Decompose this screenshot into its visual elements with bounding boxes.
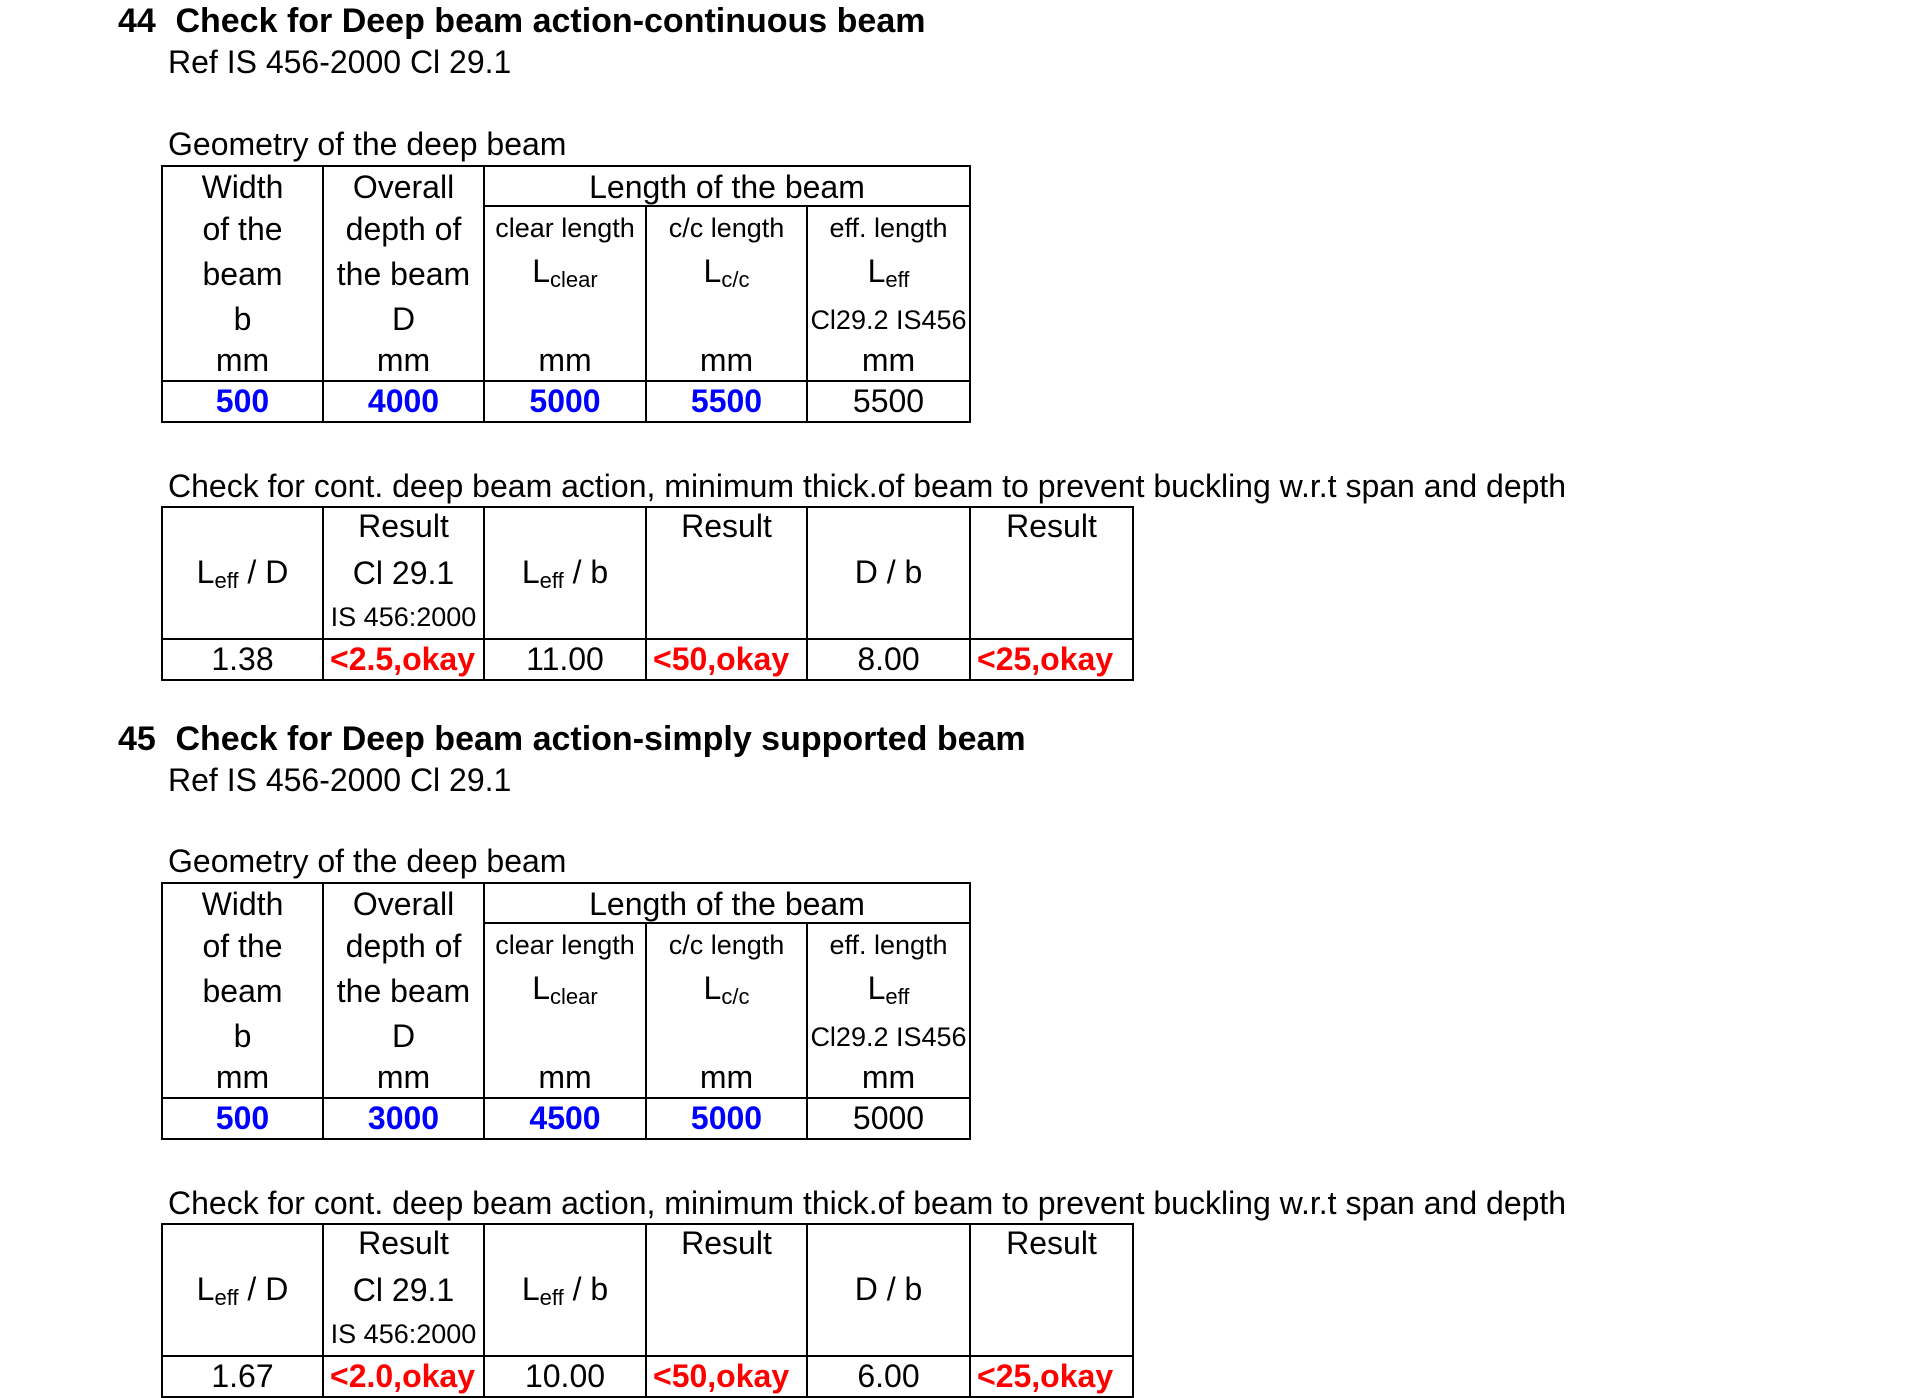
leff-d-value: 1.67 (211, 1358, 274, 1394)
cc-length-label: c/c length (668, 930, 785, 960)
depth-value: 3000 (367, 1100, 440, 1136)
clear-length-value: 5000 (529, 383, 601, 419)
section-45-title (118, 720, 1026, 759)
result3-value: <25,okay (977, 1358, 1114, 1394)
depth-header-line3: the beam (336, 256, 471, 292)
check-caption: Check for cont. deep beam action, minimum thick.of beam to prevent buckling w.r.t span and depth (168, 468, 1567, 504)
cc-length-unit: mm (699, 1059, 754, 1095)
cc-length-value: 5500 (690, 383, 763, 419)
cc-length-value: 5000 (690, 1100, 763, 1136)
depth-header-line3: the beam (336, 973, 471, 1009)
d-b-value: 8.00 (857, 641, 920, 677)
width-symbol: b (233, 301, 252, 337)
eff-length-value: 5500 (852, 383, 925, 419)
result1-header: Result (358, 508, 449, 544)
cc-length-symbol: $L_{c/c}$ (703, 970, 750, 1009)
result1-code: IS 456:2000 (330, 1319, 477, 1349)
section-title-text: Check for Deep beam action-simply supported beam (175, 720, 1026, 758)
depth-value: 4000 (367, 383, 440, 419)
depth-unit: mm (376, 1059, 431, 1095)
leff-d-header: $L_{eff}$ / D (196, 1271, 289, 1310)
width-unit: mm (215, 1059, 270, 1095)
d-b-value: 6.00 (857, 1358, 920, 1394)
clear-length-symbol: $L_{clear}$ (532, 253, 598, 292)
eff-length-symbol: $L_{eff}$ (867, 253, 910, 292)
eff-length-unit: mm (861, 342, 916, 378)
depth-symbol: D (391, 1018, 416, 1054)
eff-length-clause: Cl29.2 IS456 (810, 305, 967, 335)
result1-value: <2.5,okay (330, 641, 475, 677)
length-header: Length of the beam (589, 886, 865, 922)
geometry-table (161, 165, 971, 423)
check-caption: Check for cont. deep beam action, minimum thick.of beam to prevent buckling w.r.t span and depth (168, 1185, 1567, 1221)
section-number: 44 (118, 2, 156, 40)
depth-header-line2: depth of (345, 928, 462, 964)
result2-value: <50,okay (653, 641, 790, 677)
result3-header: Result (1006, 508, 1097, 544)
eff-length-value: 5000 (852, 1100, 925, 1136)
result1-code: IS 456:2000 (330, 602, 477, 632)
result3-value: <25,okay (977, 641, 1114, 677)
depth-header-line1: Overall (352, 169, 455, 205)
eff-length-label: eff. length (829, 213, 948, 243)
clear-length-label: clear length (495, 213, 635, 243)
width-value: 500 (215, 383, 270, 419)
length-header: Length of the beam (589, 169, 865, 205)
width-header-line2: of the (202, 211, 283, 247)
width-header-line3: beam (202, 256, 283, 292)
result2-value: <50,okay (653, 1358, 790, 1394)
leff-b-value: 11.00 (526, 641, 604, 677)
eff-length-symbol: $L_{eff}$ (867, 970, 910, 1009)
cc-length-unit: mm (699, 342, 754, 378)
eff-length-clause: Cl29.2 IS456 (810, 1022, 967, 1052)
depth-header-line1: Overall (352, 886, 455, 922)
leff-b-header: $L_{eff}$ / b (521, 554, 609, 593)
clear-length-value: 4500 (529, 1100, 601, 1136)
cc-length-symbol: $L_{c/c}$ (703, 253, 750, 292)
clear-length-unit: mm (538, 1059, 592, 1095)
section-number: 45 (118, 720, 156, 758)
section-reference: Ref IS 456-2000 Cl 29.1 (168, 762, 512, 798)
d-b-header: D / b (854, 1271, 923, 1307)
width-symbol: b (233, 1018, 252, 1054)
leff-d-header: $L_{eff}$ / D (196, 554, 289, 593)
clear-length-unit: mm (538, 342, 592, 378)
depth-unit: mm (376, 342, 431, 378)
result2-header: Result (681, 1225, 772, 1261)
result1-clause: Cl 29.1 (352, 555, 455, 591)
result2-header: Result (681, 508, 772, 544)
cc-length-label: c/c length (668, 213, 785, 243)
width-header-line2: of the (202, 928, 283, 964)
eff-length-label: eff. length (829, 930, 948, 960)
clear-length-label: clear length (495, 930, 635, 960)
leff-b-header: $L_{eff}$ / b (521, 1271, 609, 1310)
geometry-table (161, 882, 971, 1140)
geometry-caption: Geometry of the deep beam (168, 843, 567, 879)
check-table (161, 1223, 1134, 1398)
width-header-line1: Width (201, 169, 284, 205)
section-title-text: Check for Deep beam action-continuous beam (175, 2, 926, 40)
d-b-header: D / b (854, 554, 923, 590)
width-header-line3: beam (202, 973, 283, 1009)
result1-clause: Cl 29.1 (352, 1272, 455, 1308)
result1-value: <2.0,okay (330, 1358, 475, 1394)
leff-b-value: 10.00 (524, 1358, 606, 1394)
result1-header: Result (358, 1225, 449, 1261)
depth-header-line2: depth of (345, 211, 462, 247)
width-value: 500 (215, 1100, 270, 1136)
section-44-title (118, 2, 925, 41)
section-reference: Ref IS 456-2000 Cl 29.1 (168, 44, 512, 80)
result3-header: Result (1006, 1225, 1097, 1261)
clear-length-symbol: $L_{clear}$ (532, 970, 598, 1009)
check-table (161, 506, 1134, 681)
width-header-line1: Width (201, 886, 284, 922)
geometry-caption: Geometry of the deep beam (168, 126, 567, 162)
eff-length-unit: mm (861, 1059, 916, 1095)
width-unit: mm (215, 342, 270, 378)
depth-symbol: D (391, 301, 416, 337)
leff-d-value: 1.38 (211, 641, 274, 677)
